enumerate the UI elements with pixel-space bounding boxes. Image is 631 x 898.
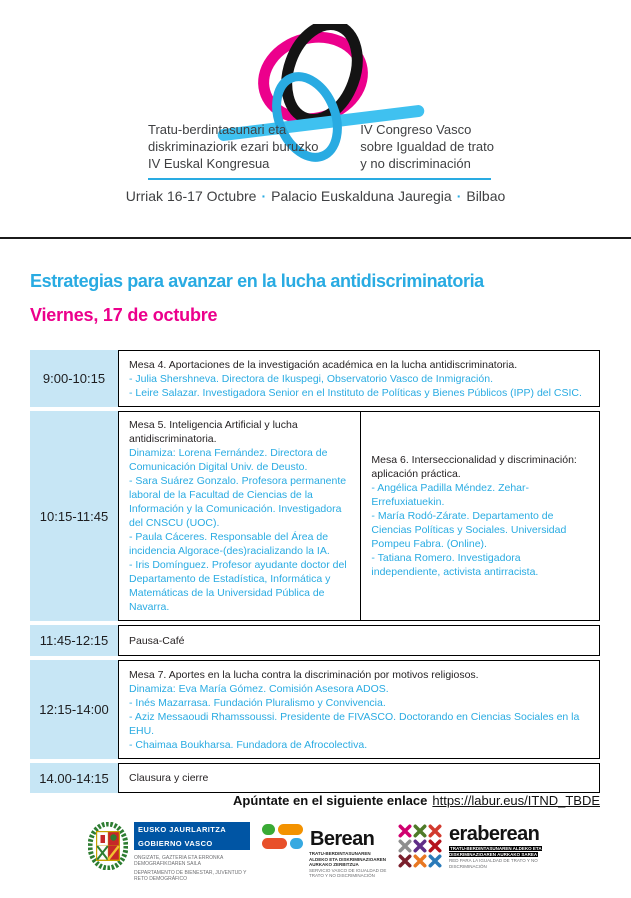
session-line: - Aziz Messaoudi Rhamssoussi. Presidente de FIVASCO. Doctorando en Ciencias Sociales en la EHU.	[129, 710, 580, 737]
basque-coat-of-arms-icon	[88, 822, 128, 870]
gobierno-vasco-logo	[88, 822, 263, 885]
time-cell: 12:15-14:00	[30, 660, 118, 759]
schedule-row	[30, 625, 600, 656]
session-cell	[118, 625, 600, 656]
header-titles	[148, 121, 494, 172]
schedule-row	[30, 411, 600, 621]
basque-congress-title	[148, 121, 319, 172]
date-location	[0, 188, 631, 204]
x-icon	[428, 824, 442, 838]
x-icon	[398, 854, 412, 868]
session-line: Dinamiza: Lorena Fernández. Directora de Comunicación Digital Univ. de Deusto.	[129, 447, 328, 473]
session-line: - Angélica Padilla Méndez. Zehar-Errefuxiatuekin.	[371, 482, 529, 508]
session-line: - María Rodó-Zárate. Departamento de Ciencias Políticas y Sociales. Universidad Pompeu Fabra. (Online).	[371, 510, 567, 550]
session-cell	[118, 350, 600, 407]
x-icon	[413, 839, 427, 853]
time-cell: 11:45-12:15	[30, 625, 118, 656]
eraberean-tagline-spanish: RED PARA LA IGUALDAD DE TRATO Y NO DISCRIMINACIÓN	[449, 858, 538, 869]
x-icon	[413, 854, 427, 868]
date-part: Bilbao	[466, 188, 506, 204]
session-line: Clausura y cierre	[129, 772, 209, 784]
session-line: Dinamiza: Eva María Gómez. Comisión Asesora ADOS.	[129, 682, 389, 695]
signup-line	[30, 793, 600, 808]
x-icon	[428, 854, 442, 868]
header-blue-divider	[148, 178, 491, 180]
x-icon	[398, 824, 412, 838]
row-cells	[118, 625, 600, 656]
session-line: - Chaimaa Boukharsa. Fundadora de Afrocolectiva.	[129, 738, 368, 751]
date-separator-dot: ·	[261, 188, 267, 204]
session-line: - Paula Cáceres. Responsable del Área de incidencia Algorace-(des)racializando la IA.	[129, 531, 330, 557]
session-line: - Tatiana Romero. Investigadora independiente, activista antirracista.	[371, 552, 539, 578]
session-line: Pausa-Café	[129, 634, 185, 647]
basque-line: Tratu-berdintasunari eta	[148, 122, 287, 137]
berean-pills-icon	[262, 824, 303, 849]
berean-tagline-spanish: SERVICIO VASCO DE IGUALDAD DE TRATO Y NO DISCRIMINACIÓN	[309, 867, 387, 878]
eraberean-logo	[398, 824, 559, 870]
date-separator-dot: ·	[456, 188, 462, 204]
session-line: - Julia Shershneva. Directora de Ikuspegi, Observatorio Vasco de Inmigración.	[129, 372, 493, 385]
session-line: - Sara Suárez Gonzalo. Profesora permanente laboral de la Facultad de Ciencias de la Información y la Comunicación. Investigadora del CNSCU (UOC).	[129, 475, 347, 529]
x-icon	[428, 839, 442, 853]
spanish-line: IV Congreso Vasco	[360, 122, 472, 137]
section-divider	[0, 237, 631, 239]
eraberean-x-grid	[398, 824, 442, 870]
row-cells	[118, 350, 600, 407]
schedule-row	[30, 763, 600, 793]
session-line: - Iris Domínguez. Profesor ayudante doctor del Departamento de Estadística, Informática y Matemáticas de la Universidad Pública de Navarra.	[129, 559, 347, 613]
schedule-row	[30, 350, 600, 407]
berean-tagline-basque: TRATU-BERDINTASUNAREN ALDEKO ETA DISKRIMINAZIOAREN AURKAKO ZERBITZUA	[309, 851, 386, 867]
row-cells	[118, 763, 600, 793]
schedule-row	[30, 660, 600, 759]
schedule-table	[30, 350, 600, 793]
spanish-line: y no discriminación	[360, 156, 471, 171]
page-subtitle: Viernes, 17 de octubre	[30, 305, 218, 325]
session-cell	[361, 411, 600, 621]
berean-logo	[262, 824, 390, 879]
gv-department-basque: ONGIZATE, GAZTERIA ETA ERRONKA DEMOGRAFIKOAREN SAILA	[134, 855, 223, 867]
session-cell	[118, 411, 361, 621]
spanish-line: sobre Igualdad de trato	[360, 139, 494, 154]
session-cell	[118, 763, 600, 793]
session-cell	[118, 660, 600, 759]
time-cell: 9:00-10:15	[30, 350, 118, 407]
session-line: - Inés Mazarrasa. Fundación Pluralismo y Convivencia.	[129, 696, 386, 709]
signup-label: Apúntate en el siguiente enlace	[233, 793, 428, 808]
row-cells	[118, 660, 600, 759]
session-line: Mesa 7. Aportes en la lucha contra la discriminación por motivos religiosos.	[129, 668, 479, 681]
gv-banner-spanish: GOBIERNO VASCO	[134, 836, 250, 850]
berean-wordmark: Berean	[310, 828, 375, 850]
time-cell: 14.00-14:15	[30, 763, 118, 793]
footer-logos	[0, 818, 631, 898]
eraberean-wordmark: eraberean	[449, 823, 540, 845]
session-line: Mesa 5. Inteligencia Artificial y lucha antidiscriminatoria.	[129, 419, 298, 445]
date-part: Urriak 16-17 Octubre	[125, 188, 257, 204]
session-line: Mesa 4. Aportaciones de la investigación académica en la lucha antidiscriminatoria.	[129, 358, 518, 371]
eraberean-tagline-basque: TRATU-BERDINTASUNAREN ALDEKO ETA DISKRIMINAZIOAREN AURKAKO SAREA	[449, 846, 542, 857]
spanish-congress-title	[360, 121, 494, 172]
gv-department-spanish: DEPARTAMENTO DE BIENESTAR, JUVENTUD Y RETO DEMOGRÁFICO	[134, 870, 247, 882]
date-part: Palacio Euskalduna Jauregia	[271, 188, 452, 204]
basque-line: IV Euskal Kongresua	[148, 156, 270, 171]
page-title: Estrategias para avanzar en la lucha antidiscriminatoria	[30, 271, 484, 291]
signup-link[interactable]: https://labur.eus/ITND_TBDE	[432, 793, 600, 808]
time-cell: 10:15-11:45	[30, 411, 118, 621]
session-line: Mesa 6. Interseccionalidad y discriminación: aplicación práctica.	[371, 454, 577, 480]
basque-line: diskriminaziorik ezari buruzko	[148, 139, 319, 154]
x-icon	[413, 824, 427, 838]
x-icon	[398, 839, 412, 853]
session-line: - Leire Salazar. Investigadora Senior en el Instituto de Políticas y Bienes Públicos (IPP) del CSIC.	[129, 386, 582, 399]
row-cells	[118, 411, 600, 621]
gv-banner-basque: EUSKO JAURLARITZA	[134, 822, 250, 836]
